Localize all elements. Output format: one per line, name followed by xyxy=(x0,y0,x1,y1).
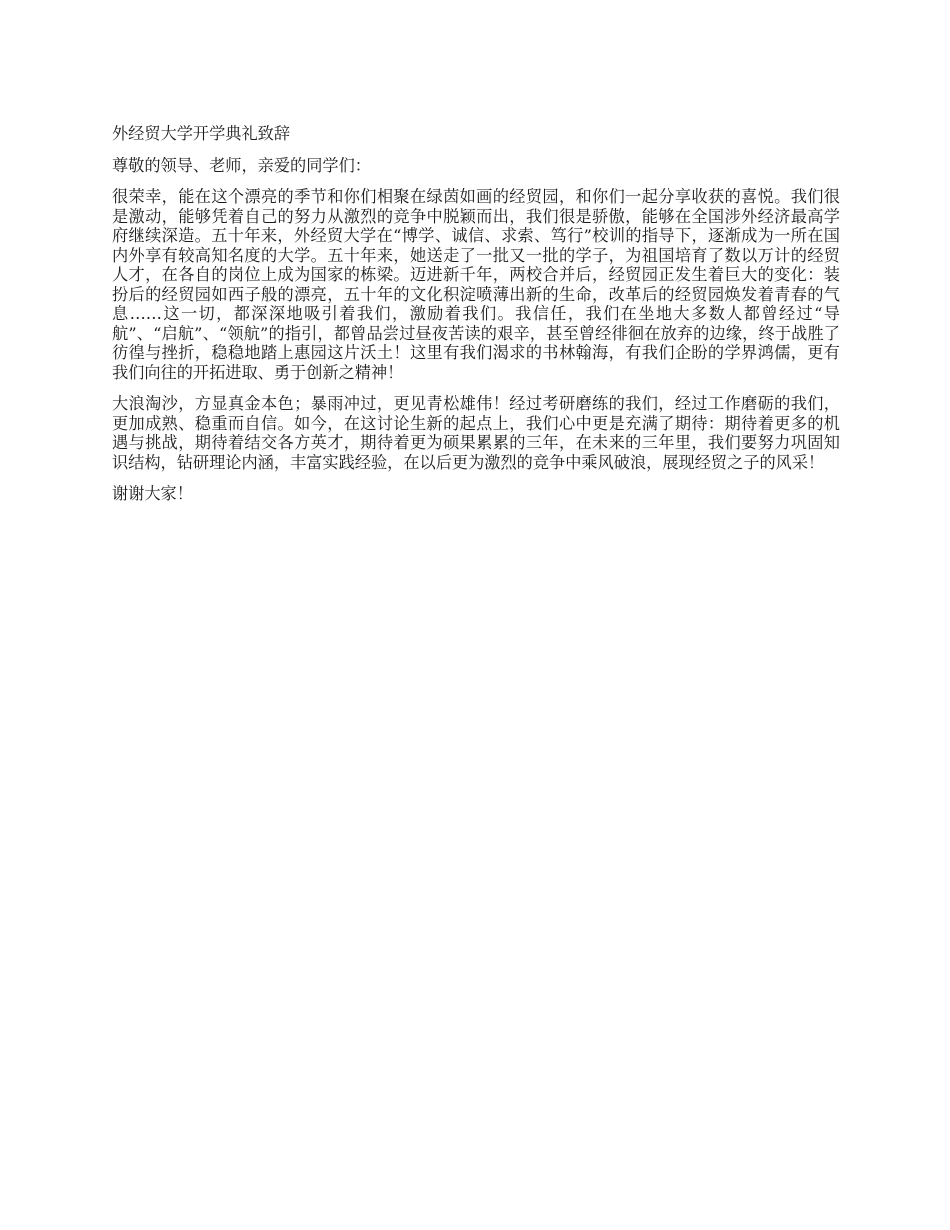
body-paragraph-1: 很荣幸，能在这个漂亮的季节和你们相聚在绿茵如画的经贸园，和你们一起分享收获的喜悦。我们很是激动，能够凭着自己的努力从激烈的竞争中脱颖而出，我们很是骄傲，能够在全国涉外经济最高学府继续深造。五十年来，外经贸大学在“博学、诚信、求索、笃行”校训的指导下，逐渐成为一所在国内外享有较高知名度的大学。五十年来，她送走了一批又一批的学子，为祖国培育了数以万计的经贸人才，在各自的岗位上成为国家的栋梁。迈进新千年，两校合并后，经贸园正发生着巨大的变化：装扮后的经贸园如西子般的漂亮，五十年的文化积淀喷薄出新的生命，改革后的经贸园焕发着青春的气息……这一切，都深深地吸引着我们，激励着我们。我信任，我们在坐地大多数人都曾经过“导航”、“启航”、“领航”的指引，都曾品尝过昼夜苦读的艰辛，甚至曾经徘徊在放弃的边缘，终于战胜了彷徨与挫折，稳稳地踏上惠园这片沃土！这里有我们渴求的书林翰海，有我们企盼的学界鸿儒，更有我们向往的开拓进取、勇于创新之精神！ xyxy=(112,187,840,382)
body-paragraph-2: 大浪淘沙，方显真金本色；暴雨冲过，更见青松雄伟！经过考研磨练的我们，经过工作磨砺的我们，更加成熟、稳重而自信。如今，在这讨论生新的起点上，我们心中更是充满了期待：期待着更多的机遇与挑战，期待着结交各方英才，期待着更为硕果累累的三年，在未来的三年里，我们要努力巩固知识结构，钻研理论内涵，丰富实践经验，在以后更为激烈的竞争中乘风破浪，展现经贸之子的风采！ xyxy=(112,394,840,472)
salutation: 尊敬的领导、老师，亲爱的同学们： xyxy=(112,155,371,175)
document-title: 外经贸大学开学典礼致辞 xyxy=(112,124,291,143)
closing-line: 谢谢大家！ xyxy=(112,484,193,503)
document-page xyxy=(112,124,840,516)
